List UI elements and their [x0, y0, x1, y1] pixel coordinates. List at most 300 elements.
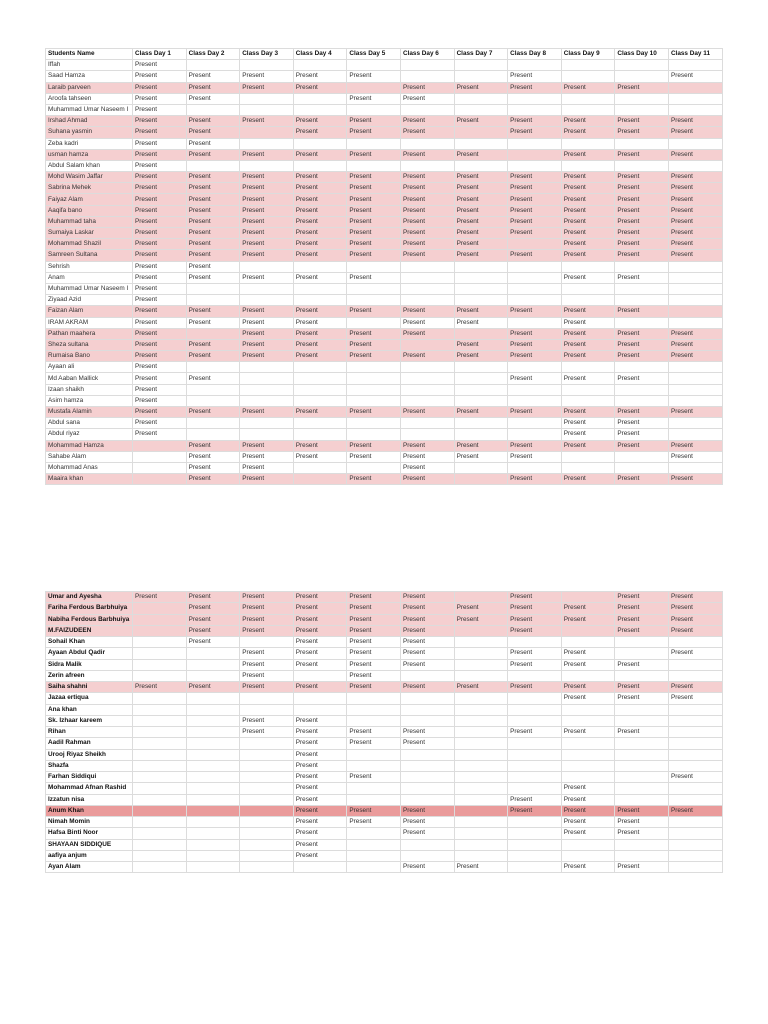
- attendance-cell[interactable]: [668, 817, 722, 828]
- attendance-cell[interactable]: Present: [293, 317, 347, 328]
- attendance-cell[interactable]: [668, 283, 722, 294]
- attendance-cell[interactable]: Present: [186, 149, 240, 160]
- attendance-cell[interactable]: Present: [561, 172, 615, 183]
- attendance-cell[interactable]: Present: [293, 440, 347, 451]
- attendance-cell[interactable]: Present: [668, 682, 722, 693]
- attendance-cell[interactable]: [133, 451, 187, 462]
- attendance-cell[interactable]: [454, 138, 508, 149]
- attendance-cell[interactable]: [454, 704, 508, 715]
- student-name-cell[interactable]: Irshad Ahmad: [46, 116, 133, 127]
- attendance-cell[interactable]: [615, 384, 669, 395]
- attendance-cell[interactable]: [454, 637, 508, 648]
- attendance-cell[interactable]: Present: [454, 407, 508, 418]
- attendance-cell[interactable]: [293, 60, 347, 71]
- student-name-cell[interactable]: Zeba kadri: [46, 138, 133, 149]
- student-name-cell[interactable]: Abdul sana: [46, 418, 133, 429]
- attendance-cell[interactable]: Present: [240, 648, 294, 659]
- attendance-cell[interactable]: Present: [240, 715, 294, 726]
- attendance-cell[interactable]: Present: [561, 149, 615, 160]
- attendance-cell[interactable]: [347, 749, 401, 760]
- student-name-cell[interactable]: M.FAIZUDEEN: [46, 625, 133, 636]
- attendance-cell[interactable]: [186, 862, 240, 873]
- attendance-cell[interactable]: Present: [293, 116, 347, 127]
- attendance-cell[interactable]: [133, 862, 187, 873]
- attendance-cell[interactable]: [615, 850, 669, 861]
- student-name-cell[interactable]: Muhammad Umar Naseem I: [46, 283, 133, 294]
- attendance-cell[interactable]: Present: [668, 603, 722, 614]
- attendance-cell[interactable]: [454, 462, 508, 473]
- attendance-cell[interactable]: [668, 418, 722, 429]
- attendance-cell[interactable]: [293, 362, 347, 373]
- attendance-cell[interactable]: [668, 670, 722, 681]
- attendance-cell[interactable]: Present: [186, 592, 240, 603]
- attendance-cell[interactable]: [668, 749, 722, 760]
- student-name-cell[interactable]: Shazfa: [46, 760, 133, 771]
- attendance-cell[interactable]: [133, 704, 187, 715]
- attendance-cell[interactable]: Present: [400, 116, 454, 127]
- student-name-cell[interactable]: Urooj Riyaz Sheikh: [46, 749, 133, 760]
- attendance-cell[interactable]: Present: [561, 407, 615, 418]
- attendance-cell[interactable]: [508, 104, 562, 115]
- attendance-cell[interactable]: [615, 451, 669, 462]
- student-name-cell[interactable]: Saiha shahni: [46, 682, 133, 693]
- attendance-cell[interactable]: [668, 362, 722, 373]
- attendance-cell[interactable]: [400, 160, 454, 171]
- attendance-cell[interactable]: [508, 149, 562, 160]
- attendance-cell[interactable]: [347, 160, 401, 171]
- attendance-cell[interactable]: [454, 104, 508, 115]
- attendance-cell[interactable]: [615, 648, 669, 659]
- student-name-cell[interactable]: SHAYAAN SIDDIQUE: [46, 839, 133, 850]
- attendance-cell[interactable]: Present: [400, 149, 454, 160]
- attendance-cell[interactable]: [186, 749, 240, 760]
- attendance-cell[interactable]: Present: [186, 614, 240, 625]
- attendance-cell[interactable]: [186, 839, 240, 850]
- attendance-cell[interactable]: Present: [561, 693, 615, 704]
- attendance-cell[interactable]: [186, 384, 240, 395]
- column-header-day[interactable]: Class Day 9: [561, 49, 615, 60]
- attendance-cell[interactable]: Present: [668, 351, 722, 362]
- attendance-cell[interactable]: [240, 738, 294, 749]
- attendance-cell[interactable]: [668, 317, 722, 328]
- attendance-cell[interactable]: Present: [615, 418, 669, 429]
- attendance-cell[interactable]: Present: [293, 351, 347, 362]
- attendance-cell[interactable]: Present: [133, 395, 187, 406]
- attendance-cell[interactable]: [561, 772, 615, 783]
- attendance-cell[interactable]: [400, 362, 454, 373]
- attendance-cell[interactable]: [240, 160, 294, 171]
- attendance-cell[interactable]: Present: [615, 682, 669, 693]
- attendance-cell[interactable]: Present: [347, 805, 401, 816]
- attendance-cell[interactable]: Present: [293, 407, 347, 418]
- attendance-cell[interactable]: [454, 261, 508, 272]
- attendance-cell[interactable]: [615, 783, 669, 794]
- attendance-cell[interactable]: Present: [668, 648, 722, 659]
- attendance-cell[interactable]: [454, 474, 508, 485]
- column-header-day[interactable]: Class Day 7: [454, 49, 508, 60]
- attendance-cell[interactable]: Present: [293, 817, 347, 828]
- attendance-cell[interactable]: [400, 715, 454, 726]
- attendance-cell[interactable]: Present: [400, 648, 454, 659]
- attendance-cell[interactable]: [347, 60, 401, 71]
- attendance-cell[interactable]: Present: [454, 82, 508, 93]
- attendance-cell[interactable]: Present: [293, 149, 347, 160]
- student-name-cell[interactable]: Muhammad Umar Naseem I: [46, 104, 133, 115]
- attendance-cell[interactable]: Present: [133, 295, 187, 306]
- column-header-name[interactable]: Students Name: [46, 49, 133, 60]
- attendance-cell[interactable]: Present: [240, 239, 294, 250]
- attendance-cell[interactable]: Present: [400, 172, 454, 183]
- attendance-cell[interactable]: Present: [240, 205, 294, 216]
- attendance-cell[interactable]: [561, 850, 615, 861]
- attendance-cell[interactable]: Present: [561, 603, 615, 614]
- attendance-cell[interactable]: [293, 429, 347, 440]
- attendance-cell[interactable]: Present: [240, 682, 294, 693]
- attendance-cell[interactable]: Present: [400, 306, 454, 317]
- attendance-cell[interactable]: Present: [668, 474, 722, 485]
- student-name-cell[interactable]: Ayaan Abdul Qadir: [46, 648, 133, 659]
- attendance-cell[interactable]: Present: [347, 451, 401, 462]
- attendance-cell[interactable]: Present: [347, 772, 401, 783]
- attendance-cell[interactable]: Present: [668, 216, 722, 227]
- attendance-cell[interactable]: Present: [133, 93, 187, 104]
- attendance-cell[interactable]: Present: [347, 407, 401, 418]
- attendance-cell[interactable]: [293, 704, 347, 715]
- attendance-cell[interactable]: Present: [615, 429, 669, 440]
- attendance-cell[interactable]: Present: [615, 339, 669, 350]
- attendance-cell[interactable]: [615, 362, 669, 373]
- attendance-cell[interactable]: Present: [508, 216, 562, 227]
- attendance-cell[interactable]: Present: [561, 228, 615, 239]
- attendance-cell[interactable]: [133, 772, 187, 783]
- attendance-cell[interactable]: [615, 637, 669, 648]
- attendance-cell[interactable]: [400, 418, 454, 429]
- attendance-cell[interactable]: Present: [615, 272, 669, 283]
- attendance-cell[interactable]: Present: [668, 614, 722, 625]
- attendance-cell[interactable]: Present: [508, 407, 562, 418]
- attendance-cell[interactable]: [454, 592, 508, 603]
- attendance-cell[interactable]: Present: [186, 351, 240, 362]
- attendance-cell[interactable]: [668, 760, 722, 771]
- attendance-cell[interactable]: Present: [293, 839, 347, 850]
- attendance-cell[interactable]: [668, 82, 722, 93]
- attendance-cell[interactable]: [186, 648, 240, 659]
- attendance-cell[interactable]: Present: [400, 462, 454, 473]
- student-name-cell[interactable]: Suhana yasmin: [46, 127, 133, 138]
- attendance-cell[interactable]: [561, 760, 615, 771]
- attendance-cell[interactable]: [186, 850, 240, 861]
- attendance-cell[interactable]: Present: [240, 659, 294, 670]
- attendance-cell[interactable]: [240, 704, 294, 715]
- attendance-cell[interactable]: [561, 749, 615, 760]
- attendance-cell[interactable]: [454, 429, 508, 440]
- attendance-cell[interactable]: Present: [400, 592, 454, 603]
- attendance-cell[interactable]: [668, 160, 722, 171]
- student-name-cell[interactable]: Mohd Wasim Jaffar: [46, 172, 133, 183]
- student-name-cell[interactable]: Samreen Sultana: [46, 250, 133, 261]
- attendance-cell[interactable]: Present: [508, 183, 562, 194]
- attendance-cell[interactable]: Present: [508, 172, 562, 183]
- attendance-cell[interactable]: Present: [561, 194, 615, 205]
- attendance-cell[interactable]: [668, 727, 722, 738]
- attendance-cell[interactable]: Present: [400, 127, 454, 138]
- student-name-cell[interactable]: Laraib parveen: [46, 82, 133, 93]
- attendance-cell[interactable]: Present: [293, 216, 347, 227]
- student-name-cell[interactable]: Mohammad Anas: [46, 462, 133, 473]
- student-name-cell[interactable]: Izzatun nisa: [46, 794, 133, 805]
- attendance-cell[interactable]: Present: [400, 862, 454, 873]
- attendance-cell[interactable]: [508, 839, 562, 850]
- attendance-cell[interactable]: [508, 384, 562, 395]
- attendance-cell[interactable]: Present: [454, 339, 508, 350]
- attendance-cell[interactable]: Present: [133, 71, 187, 82]
- attendance-cell[interactable]: Present: [668, 592, 722, 603]
- attendance-cell[interactable]: [347, 828, 401, 839]
- attendance-cell[interactable]: Present: [186, 250, 240, 261]
- attendance-cell[interactable]: Present: [347, 205, 401, 216]
- student-name-cell[interactable]: usman hamza: [46, 149, 133, 160]
- attendance-cell[interactable]: Present: [240, 250, 294, 261]
- attendance-cell[interactable]: [400, 104, 454, 115]
- attendance-cell[interactable]: Present: [133, 172, 187, 183]
- attendance-cell[interactable]: [133, 828, 187, 839]
- attendance-cell[interactable]: [668, 794, 722, 805]
- attendance-cell[interactable]: [508, 704, 562, 715]
- attendance-cell[interactable]: Present: [615, 127, 669, 138]
- attendance-cell[interactable]: Present: [347, 250, 401, 261]
- attendance-cell[interactable]: Present: [133, 418, 187, 429]
- attendance-cell[interactable]: Present: [561, 418, 615, 429]
- attendance-cell[interactable]: Present: [293, 306, 347, 317]
- attendance-cell[interactable]: [668, 261, 722, 272]
- attendance-cell[interactable]: Present: [186, 603, 240, 614]
- column-header-day[interactable]: Class Day 2: [186, 49, 240, 60]
- attendance-cell[interactable]: [668, 384, 722, 395]
- attendance-cell[interactable]: [668, 93, 722, 104]
- attendance-cell[interactable]: [454, 794, 508, 805]
- attendance-cell[interactable]: [561, 395, 615, 406]
- attendance-cell[interactable]: [454, 670, 508, 681]
- attendance-cell[interactable]: Present: [293, 738, 347, 749]
- attendance-cell[interactable]: Present: [508, 648, 562, 659]
- attendance-cell[interactable]: Present: [615, 614, 669, 625]
- attendance-cell[interactable]: [240, 261, 294, 272]
- attendance-cell[interactable]: Present: [668, 239, 722, 250]
- student-name-cell[interactable]: Anam: [46, 272, 133, 283]
- attendance-cell[interactable]: Present: [454, 205, 508, 216]
- attendance-cell[interactable]: Present: [508, 603, 562, 614]
- attendance-cell[interactable]: [615, 772, 669, 783]
- attendance-cell[interactable]: [240, 418, 294, 429]
- attendance-cell[interactable]: [615, 704, 669, 715]
- attendance-cell[interactable]: Present: [561, 116, 615, 127]
- attendance-cell[interactable]: Present: [240, 82, 294, 93]
- student-name-cell[interactable]: Sumaiya Laskar: [46, 228, 133, 239]
- attendance-cell[interactable]: Present: [400, 194, 454, 205]
- attendance-cell[interactable]: Present: [186, 373, 240, 384]
- attendance-cell[interactable]: Present: [240, 71, 294, 82]
- attendance-cell[interactable]: [668, 637, 722, 648]
- student-name-cell[interactable]: Faiyaz Alam: [46, 194, 133, 205]
- attendance-cell[interactable]: [133, 648, 187, 659]
- attendance-cell[interactable]: [293, 462, 347, 473]
- attendance-cell[interactable]: [615, 104, 669, 115]
- student-name-cell[interactable]: Mohammad Shazil: [46, 239, 133, 250]
- attendance-cell[interactable]: Present: [615, 351, 669, 362]
- attendance-cell[interactable]: [615, 395, 669, 406]
- attendance-cell[interactable]: [668, 295, 722, 306]
- attendance-cell[interactable]: Present: [400, 328, 454, 339]
- column-header-day[interactable]: Class Day 4: [293, 49, 347, 60]
- attendance-cell[interactable]: [133, 614, 187, 625]
- attendance-cell[interactable]: [615, 715, 669, 726]
- attendance-cell[interactable]: Present: [668, 339, 722, 350]
- attendance-cell[interactable]: Present: [133, 127, 187, 138]
- attendance-cell[interactable]: Present: [186, 440, 240, 451]
- attendance-cell[interactable]: Present: [293, 794, 347, 805]
- attendance-cell[interactable]: Present: [454, 216, 508, 227]
- attendance-cell[interactable]: Present: [186, 127, 240, 138]
- attendance-cell[interactable]: [615, 749, 669, 760]
- attendance-cell[interactable]: [400, 749, 454, 760]
- attendance-cell[interactable]: Present: [133, 82, 187, 93]
- attendance-cell[interactable]: [400, 794, 454, 805]
- attendance-cell[interactable]: Present: [133, 116, 187, 127]
- attendance-cell[interactable]: [615, 261, 669, 272]
- attendance-cell[interactable]: Present: [400, 239, 454, 250]
- attendance-cell[interactable]: Present: [347, 817, 401, 828]
- attendance-cell[interactable]: Present: [400, 440, 454, 451]
- attendance-cell[interactable]: Present: [347, 625, 401, 636]
- attendance-cell[interactable]: [293, 160, 347, 171]
- attendance-cell[interactable]: Present: [293, 183, 347, 194]
- attendance-cell[interactable]: [668, 373, 722, 384]
- attendance-cell[interactable]: Present: [400, 625, 454, 636]
- attendance-cell[interactable]: Present: [561, 183, 615, 194]
- attendance-cell[interactable]: [454, 659, 508, 670]
- student-name-cell[interactable]: Fariha Ferdous Barbhuiya: [46, 603, 133, 614]
- attendance-cell[interactable]: [561, 451, 615, 462]
- attendance-cell[interactable]: [508, 850, 562, 861]
- attendance-cell[interactable]: [615, 462, 669, 473]
- attendance-cell[interactable]: [347, 715, 401, 726]
- attendance-cell[interactable]: Present: [347, 592, 401, 603]
- attendance-cell[interactable]: [400, 783, 454, 794]
- attendance-cell[interactable]: [347, 283, 401, 294]
- attendance-cell[interactable]: Present: [293, 194, 347, 205]
- student-name-cell[interactable]: Jazaa ertiqua: [46, 693, 133, 704]
- attendance-cell[interactable]: Present: [400, 183, 454, 194]
- attendance-cell[interactable]: [668, 828, 722, 839]
- attendance-cell[interactable]: Present: [240, 603, 294, 614]
- attendance-cell[interactable]: [561, 283, 615, 294]
- attendance-cell[interactable]: [133, 783, 187, 794]
- attendance-cell[interactable]: Present: [400, 637, 454, 648]
- attendance-cell[interactable]: [186, 104, 240, 115]
- student-name-cell[interactable]: Nabiha Ferdous Barbhuiya: [46, 614, 133, 625]
- student-name-cell[interactable]: Sehrish: [46, 261, 133, 272]
- attendance-cell[interactable]: Present: [347, 306, 401, 317]
- attendance-cell[interactable]: Present: [347, 272, 401, 283]
- attendance-cell[interactable]: Present: [508, 794, 562, 805]
- attendance-cell[interactable]: Present: [293, 682, 347, 693]
- student-name-cell[interactable]: Sidra Malik: [46, 659, 133, 670]
- attendance-cell[interactable]: [347, 839, 401, 850]
- attendance-cell[interactable]: Present: [508, 306, 562, 317]
- attendance-cell[interactable]: Present: [508, 373, 562, 384]
- attendance-cell[interactable]: [615, 794, 669, 805]
- column-header-day[interactable]: Class Day 3: [240, 49, 294, 60]
- attendance-cell[interactable]: Present: [668, 805, 722, 816]
- attendance-cell[interactable]: Present: [186, 625, 240, 636]
- attendance-cell[interactable]: Present: [508, 71, 562, 82]
- attendance-cell[interactable]: Present: [347, 682, 401, 693]
- attendance-cell[interactable]: Present: [454, 194, 508, 205]
- attendance-cell[interactable]: [400, 373, 454, 384]
- attendance-cell[interactable]: Present: [668, 625, 722, 636]
- attendance-cell[interactable]: Present: [400, 614, 454, 625]
- student-name-cell[interactable]: Ana khan: [46, 704, 133, 715]
- attendance-cell[interactable]: Present: [240, 306, 294, 317]
- attendance-cell[interactable]: Present: [186, 138, 240, 149]
- attendance-cell[interactable]: Present: [133, 373, 187, 384]
- attendance-cell[interactable]: Present: [508, 228, 562, 239]
- attendance-cell[interactable]: [240, 783, 294, 794]
- attendance-cell[interactable]: [508, 637, 562, 648]
- attendance-cell[interactable]: Present: [561, 429, 615, 440]
- attendance-cell[interactable]: Present: [508, 82, 562, 93]
- attendance-cell[interactable]: [133, 749, 187, 760]
- attendance-cell[interactable]: Present: [508, 474, 562, 485]
- attendance-cell[interactable]: Present: [293, 637, 347, 648]
- attendance-cell[interactable]: Present: [347, 670, 401, 681]
- attendance-cell[interactable]: [347, 418, 401, 429]
- attendance-cell[interactable]: [508, 93, 562, 104]
- attendance-cell[interactable]: Present: [347, 328, 401, 339]
- attendance-cell[interactable]: Present: [293, 772, 347, 783]
- attendance-cell[interactable]: Present: [347, 71, 401, 82]
- attendance-cell[interactable]: Present: [293, 71, 347, 82]
- attendance-cell[interactable]: Present: [561, 682, 615, 693]
- attendance-cell[interactable]: [561, 60, 615, 71]
- attendance-cell[interactable]: Present: [454, 603, 508, 614]
- attendance-cell[interactable]: [133, 794, 187, 805]
- student-name-cell[interactable]: Sabrina Mehek: [46, 183, 133, 194]
- attendance-cell[interactable]: [186, 670, 240, 681]
- attendance-cell[interactable]: [293, 295, 347, 306]
- attendance-cell[interactable]: Present: [561, 82, 615, 93]
- attendance-cell[interactable]: Present: [561, 794, 615, 805]
- attendance-cell[interactable]: [454, 828, 508, 839]
- attendance-cell[interactable]: Present: [347, 216, 401, 227]
- attendance-cell[interactable]: Present: [133, 205, 187, 216]
- student-name-cell[interactable]: Rumaisa Bano: [46, 351, 133, 362]
- attendance-cell[interactable]: Present: [293, 659, 347, 670]
- attendance-cell[interactable]: [133, 805, 187, 816]
- student-name-cell[interactable]: Sheza sultana: [46, 339, 133, 350]
- attendance-cell[interactable]: Present: [400, 659, 454, 670]
- attendance-cell[interactable]: Present: [561, 659, 615, 670]
- attendance-cell[interactable]: Present: [347, 149, 401, 160]
- attendance-cell[interactable]: [240, 805, 294, 816]
- attendance-cell[interactable]: Present: [347, 614, 401, 625]
- attendance-cell[interactable]: [347, 384, 401, 395]
- student-name-cell[interactable]: Sk. Izhaar kareem: [46, 715, 133, 726]
- attendance-cell[interactable]: [293, 395, 347, 406]
- attendance-cell[interactable]: Present: [240, 339, 294, 350]
- attendance-cell[interactable]: [615, 93, 669, 104]
- attendance-cell[interactable]: Present: [668, 440, 722, 451]
